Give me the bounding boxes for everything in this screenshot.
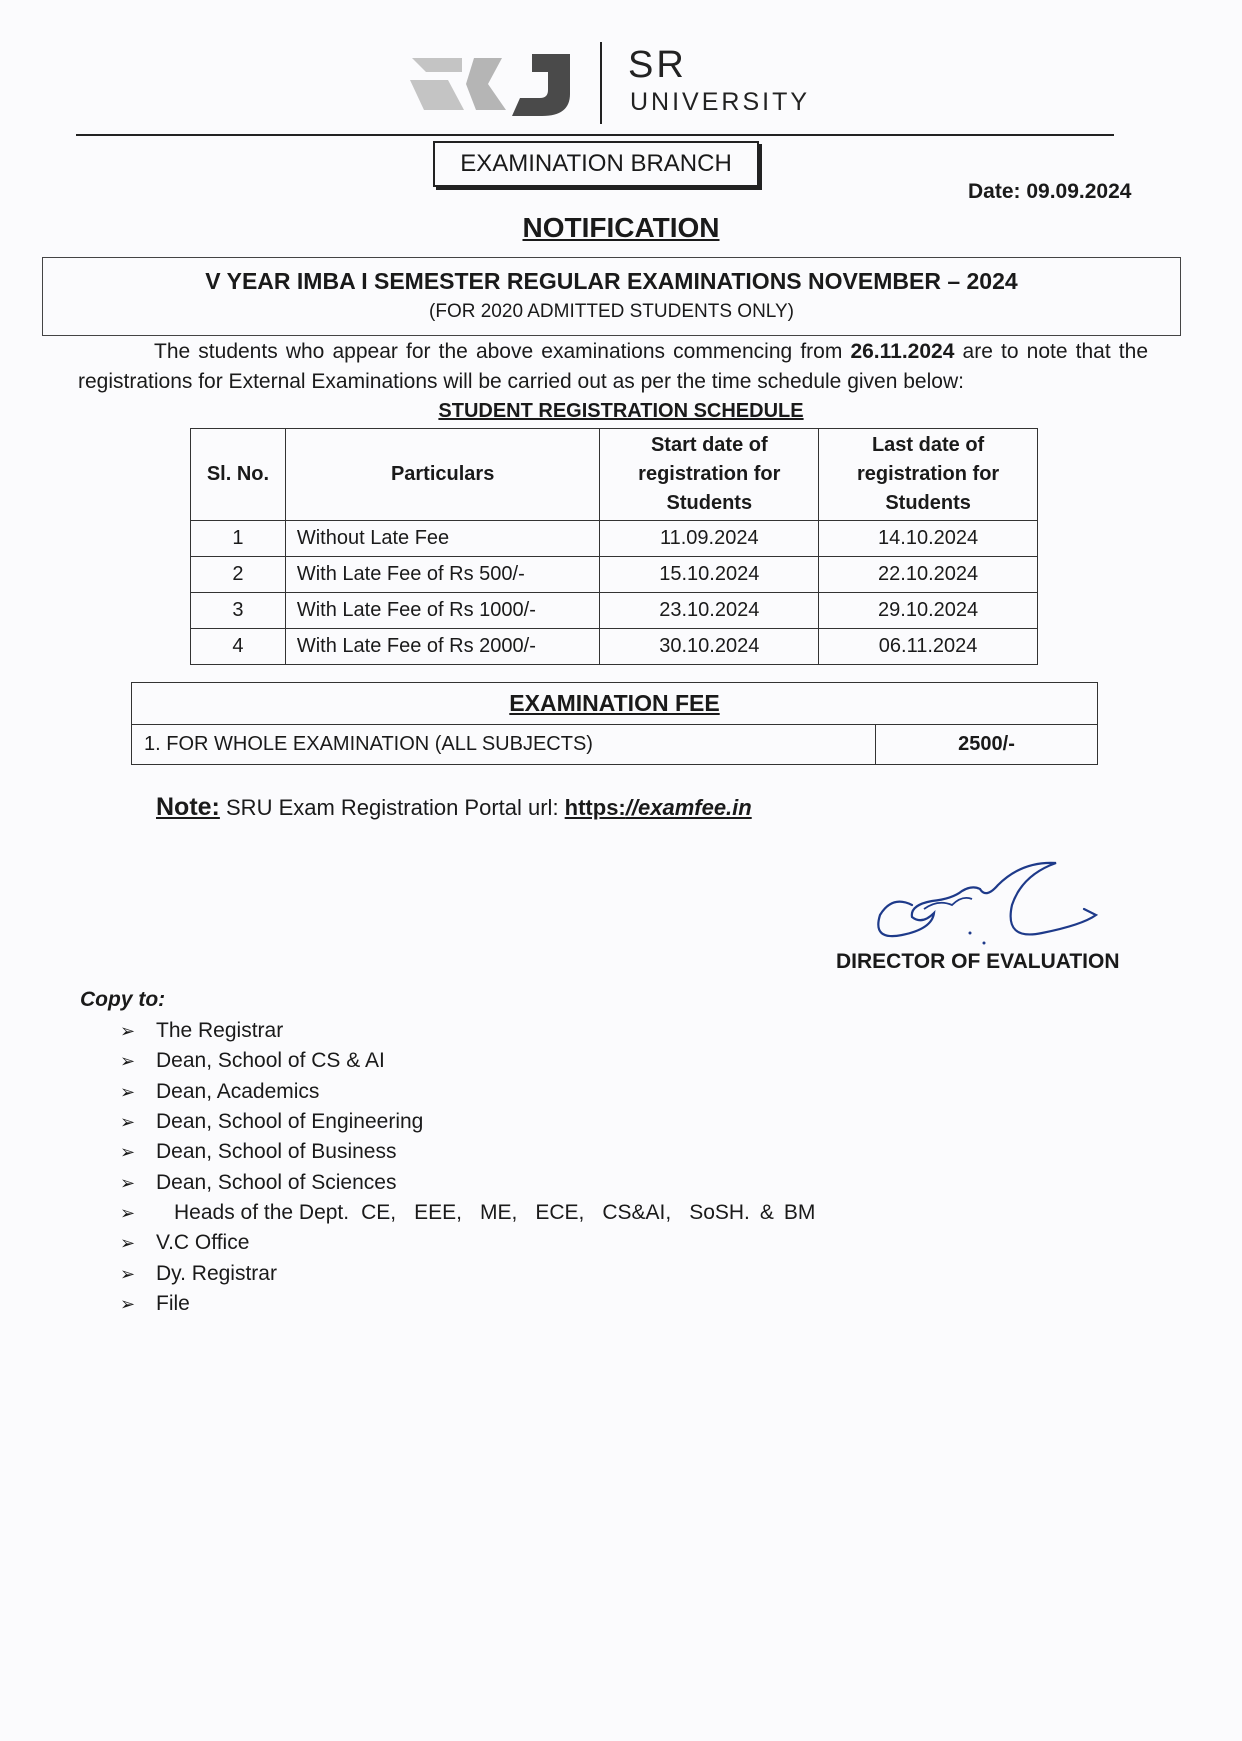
list-item: ➢ The Registrar	[120, 1016, 833, 1046]
copy-to-list	[120, 1016, 833, 1319]
list-item: ➢ File	[120, 1289, 833, 1319]
sl-no: 4	[191, 629, 286, 665]
portal-url-link[interactable]: https://examfee.in	[564, 795, 752, 820]
table-row	[191, 629, 1038, 665]
examination-branch-label: EXAMINATION BRANCH	[433, 141, 759, 187]
logo-divider	[600, 42, 602, 124]
note-text: SRU Exam Registration Portal url:	[219, 795, 565, 820]
arrow-bullet-icon: ➢	[120, 1021, 136, 1042]
notice-date: Date: 09.09.2024	[968, 180, 1132, 203]
table-header-row	[191, 429, 1038, 521]
notification-heading: NOTIFICATION	[522, 212, 720, 243]
column-header: Last date of registration for Students	[819, 429, 1038, 521]
list-item: ➢ Heads of the Dept. CE, EEE, ME, ECE, CS&AI, SoSH. & BM	[120, 1198, 833, 1228]
arrow-bullet-icon: ➢	[120, 1051, 136, 1072]
fee-heading: EXAMINATION FEE	[132, 683, 1098, 725]
last-date: 29.10.2024	[819, 593, 1038, 629]
particular: Without Late Fee	[285, 521, 600, 557]
last-date: 22.10.2024	[819, 557, 1038, 593]
arrow-bullet-icon: ➢	[120, 1293, 136, 1314]
note-label: Note:	[156, 793, 220, 821]
table-row	[191, 521, 1038, 557]
exam-title: V YEAR IMBA I SEMESTER REGULAR EXAMINATIONS NOVEMBER – 2024	[205, 268, 1018, 294]
copy-to-label: Copy to:	[80, 988, 166, 1011]
exam-subtitle: (FOR 2020 ADMITTED STUDENTS ONLY)	[429, 301, 794, 322]
schedule-heading: STUDENT REGISTRATION SCHEDULE	[438, 400, 804, 422]
brand-subtitle: UNIVERSITY	[630, 88, 811, 116]
sl-no: 2	[191, 557, 286, 593]
table-row	[191, 557, 1038, 593]
column-header: Start date of registration for Students	[600, 429, 819, 521]
brand-name: SR	[628, 44, 687, 86]
arrow-bullet-icon: ➢	[120, 1263, 136, 1284]
list-item: ➢ Dean, School of Business	[120, 1137, 833, 1167]
arrow-bullet-icon: ➢	[120, 1081, 136, 1102]
arrow-bullet-icon: ➢	[120, 1233, 136, 1254]
exam-title-box	[42, 257, 1181, 336]
note	[156, 793, 752, 822]
commence-date: 26.11.2024	[850, 340, 955, 363]
start-date: 23.10.2024	[600, 593, 819, 629]
arrow-bullet-icon: ➢	[120, 1202, 136, 1223]
particular: With Late Fee of Rs 2000/-	[285, 629, 600, 665]
last-date: 14.10.2024	[819, 521, 1038, 557]
list-item: ➢ V.C Office	[120, 1228, 833, 1258]
table-row	[191, 593, 1038, 629]
start-date: 30.10.2024	[600, 629, 819, 665]
sr-university-logo	[402, 50, 580, 118]
column-header: Particulars	[285, 429, 600, 521]
list-item: ➢ Dean, School of CS & AI	[120, 1046, 833, 1076]
last-date: 06.11.2024	[819, 629, 1038, 665]
list-item: ➢ Dean, School of Sciences	[120, 1167, 833, 1197]
sl-no: 3	[191, 593, 286, 629]
particular: With Late Fee of Rs 500/-	[285, 557, 600, 593]
intro-paragraph: The students who appear for the above examinations commencing from 26.11.2024 are to note that the registrations for External Examinations will be carried out as per the time schedule given below:	[78, 340, 1148, 393]
sl-no: 1	[191, 521, 286, 557]
director-signature	[872, 855, 1112, 955]
arrow-bullet-icon: ➢	[120, 1142, 136, 1163]
particular: With Late Fee of Rs 1000/-	[285, 593, 600, 629]
start-date: 11.09.2024	[600, 521, 819, 557]
header-divider	[76, 134, 1114, 136]
table-row	[132, 725, 1098, 765]
examination-fee-table	[131, 682, 1098, 765]
arrow-bullet-icon: ➢	[120, 1112, 136, 1133]
column-header: Sl. No.	[191, 429, 286, 521]
fee-amount: 2500/-	[876, 725, 1098, 765]
fee-item: 1. FOR WHOLE EXAMINATION (ALL SUBJECTS)	[132, 725, 876, 765]
signatory-title: DIRECTOR OF EVALUATION	[836, 950, 1120, 973]
start-date: 15.10.2024	[600, 557, 819, 593]
arrow-bullet-icon: ➢	[120, 1172, 136, 1193]
list-item: ➢ Dy. Registrar	[120, 1258, 833, 1288]
list-item: ➢ Dean, Academics	[120, 1077, 833, 1107]
registration-schedule-table	[190, 428, 1038, 665]
list-item: ➢ Dean, School of Engineering	[120, 1107, 833, 1137]
